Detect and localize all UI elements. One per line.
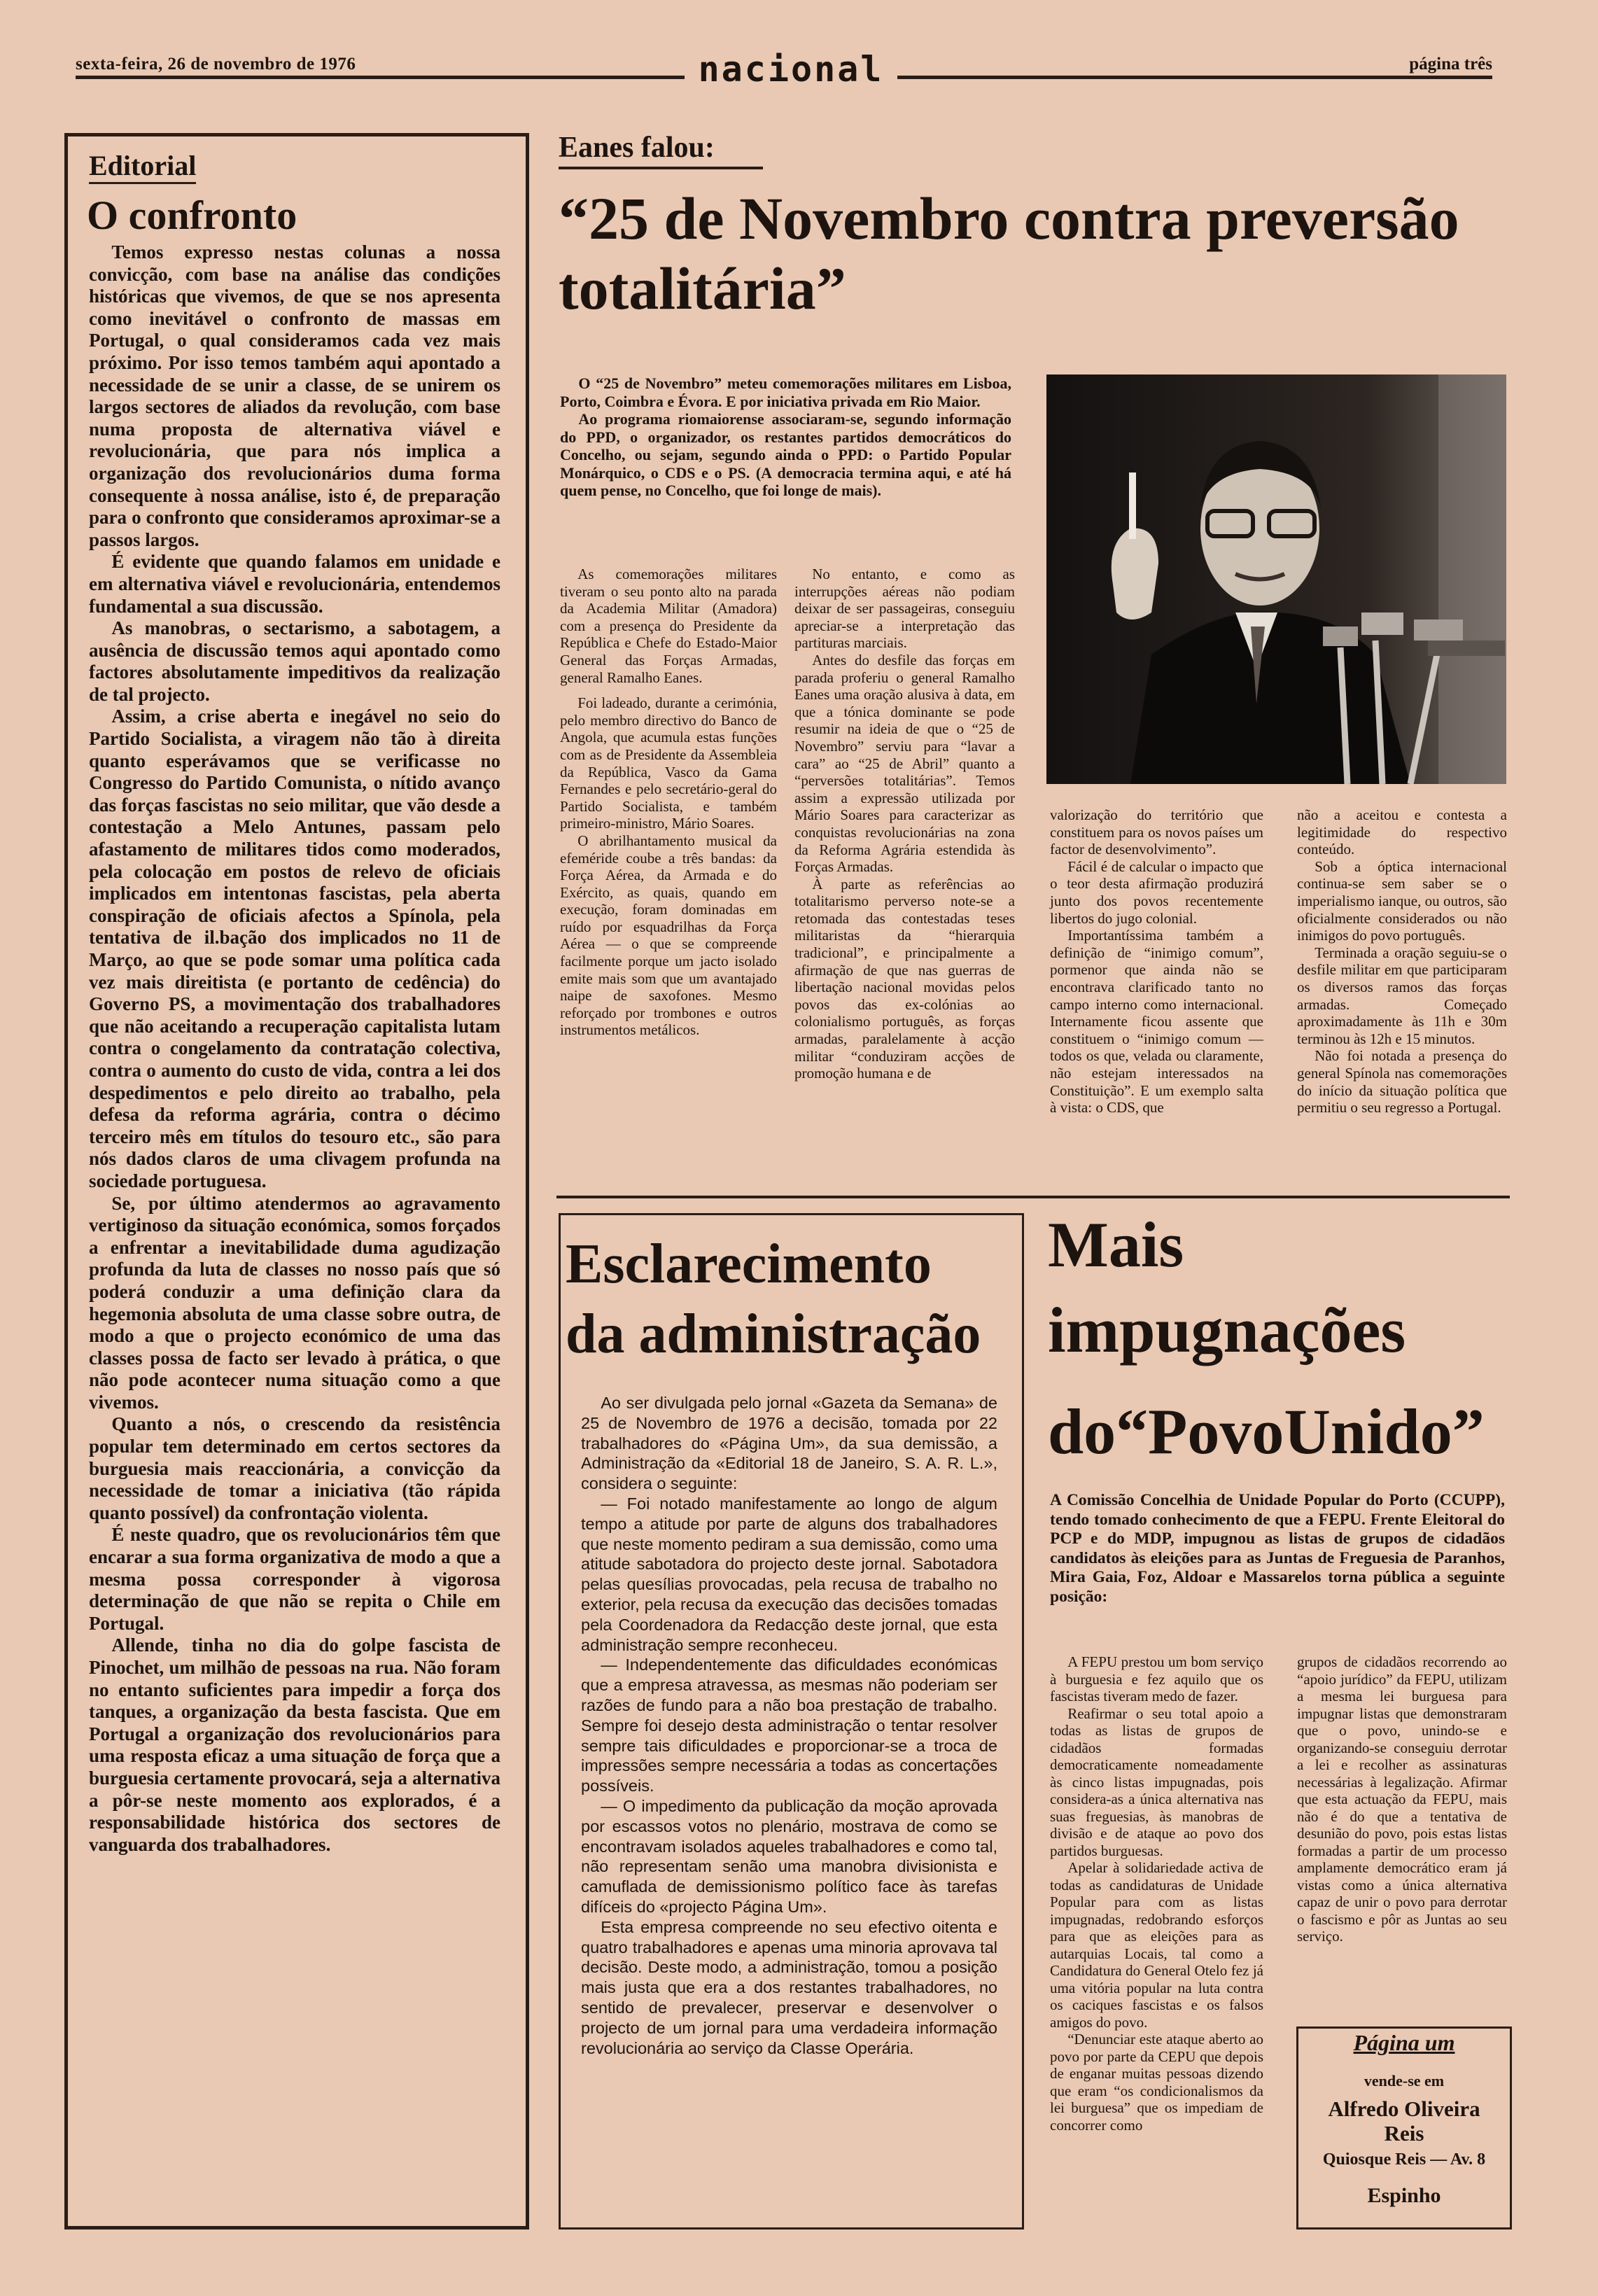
admin-paragraph: Ao ser divulgada pelo jornal «Gazeta da Semana» de 25 de Novembro de 1976 a decisão, tomada por 22 trabalhadores do «Página Um», da sua demissão, a Administração da «Editorial 18 de Janeiro, S. A. R. L.», considera o seguinte: xyxy=(581,1394,997,1493)
editorial-title: O confronto xyxy=(87,192,297,238)
eanes-paragraph: No entanto, e como as interrupções aéreas não podiam deixar de ser passageiras, conseguiu apreciar-se a interpretação das partituras marciais. xyxy=(794,566,1015,652)
ad-city: Espinho xyxy=(1367,2184,1441,2207)
eanes-paragraph: As comemorações militares tiveram o seu ponto alto na parada da Academia Militar (Amadora) com a presença do Presidente da República e Chefe do Estado-Maior General das Forças Armadas, general Ramalho Eanes. xyxy=(560,566,777,686)
editorial-label: Editorial xyxy=(89,150,196,184)
admin-paragraph: Esta empresa compreende no seu efectivo oitenta e quatro trabalhadores e apenas uma minoria aprovava tal decisão. Deste modo, a administração, tomou a posição mais justa que era a dos restantes trabalhadores, no sentido de prevalecer, preservar e desenvolver o projecto de um jornal para uma verdadeira informação revolucionária ao serviço da Classe Operária. xyxy=(581,1917,997,2057)
povo-paragraph: Apelar à solidariedade activa de todas as candidaturas de Unidade Popular para com as listas impugnadas, redobrando esforços para que as eleições para as autarquias Locais, tal como a Candidatura do General Otelo fez já uma vitória popular na luta contra os caciques fascistas e os falsos amigos do povo. xyxy=(1050,1859,1263,2031)
editorial-body xyxy=(89,241,500,1856)
editorial-paragraph: Quanto a nós, o crescendo da resistência popular tem determinado em certos sectores da burguesia mais reaccionária, a convicção da necessidade de tomar a iniciativa (tão rápida quanto possível) da confrontação violenta. xyxy=(89,1413,500,1523)
eanes-paragraph: Foi ladeado, durante a cerimónia, pelo membro directivo do Banco de Angola, que acumula estas funções com as de Presidente da Assembleia da República, Vasco da Gama Fernandes e pelo secretário-geral do Partido Socialista, e também primeiro-ministro, Mário Soares. xyxy=(560,694,777,832)
editorial-paragraph: As manobras, o sectarismo, a sabotagem, a ausência de discussão temos aqui apontado como factores absolutamente impeditivos da realização de tal projecto. xyxy=(89,617,500,705)
section-divider xyxy=(556,1196,1510,1198)
povo-headline-line-1: Mais xyxy=(1048,1209,1184,1280)
eanes-column-1 xyxy=(560,566,777,1039)
photo-illustration xyxy=(1046,374,1506,784)
povo-lead: A Comissão Concelhia de Unidade Popular do Porto (CCUPP), tendo tomado conhecimento de que a FEPU. Frente Eleitoral do PCP e do MDP, impugnou as listas de grupos de cidadãos candidatos às eleições para as Juntas de Freguesia de Paranhos, Mira Gaia, Foz, Aldoar e Massarelos torna pública a seguinte posição: xyxy=(1050,1491,1505,1606)
povo-column-1 xyxy=(1050,1653,1263,2134)
eanes-paragraph: Terminada a oração seguiu-se o desfile militar em que participaram os diversos ramos das forças armadas. Começado aproximadamente às 11h e 30m terminou às 12h e 15 minutos. xyxy=(1297,944,1507,1047)
eanes-column-2 xyxy=(794,566,1015,1082)
eanes-lead-paragraph: O “25 de Novembro” meteu comemorações militares em Lisboa, Porto, Coimbra e Évora. E por iniciativa privada em Rio Maior. xyxy=(560,374,1011,410)
eanes-paragraph: Importantíssima também a definição de “inimigo comum”, pormenor que ainda não se encontrava clarificado tanto no campo interno como internacional. Internamente ficou assente que constituem o “inimigo comum — todos os que, velada ou claramente, não estejam interessados na Constituição”. E um exemplo salta à vista: o CDS, que xyxy=(1050,927,1263,1116)
eanes-lead-paragraph: Ao programa riomaiorense associaram-se, segundo informação do PPD, o organizador, os restantes partidos democráticos do Concelho, ou sejam, segundo ainda o PPD: o Partido Popular Monárquico, o CDS e o PS. (A democracia termina aqui, e até há quem pense, no Concelho, que foi longe de mais). xyxy=(560,410,1011,499)
ad-vendor-name-1: Alfredo Oliveira xyxy=(1328,2096,1480,2121)
masthead-rule-left xyxy=(76,76,685,79)
eanes-paragraph: Antes do desfile das forças em parada proferiu o general Ramalho Eanes uma oração alusiva à data, em que a tónica dominante se pode resumir na ideia de que o “25 de Novembro” serviu para “lavar a cara” ao “25 de Abril” quanto a “perversões totalitárias”. Temos assim a expressão utilizada por Mário Soares para caracterizar as conquistas revolucionárias na zona da Reforma Agrária estendida às Forças Armadas. xyxy=(794,651,1015,876)
eanes-paragraph: valorização do território que constituem para os novos países um factor de desenvolvimento”. xyxy=(1050,806,1263,858)
ad-vendor-name-2: Reis xyxy=(1384,2121,1424,2146)
ad-address: Quiosque Reis — Av. 8 xyxy=(1322,2150,1486,2169)
eanes-paragraph: não a aceitou e contesta a legitimidade do respectivo conteúdo. xyxy=(1297,806,1507,858)
editorial-paragraph: Se, por último atendermos ao agravamento vertiginoso da situação económica, somos forçados a enfrentar a inevitabilidade duma agudização profunda da luta de classes no nosso país que só poderá conduzir a uma definição clara da hegemonia absoluta de uma classe sobre outra, de modo a que o projecto económico de uma das classes possa de facto ser levado à prática, o que não pode acontecer numa situação como a que vivemos. xyxy=(89,1192,500,1413)
ad-sold-at: vende-se em xyxy=(1364,2072,1445,2090)
section-title: nacional xyxy=(698,49,884,90)
eanes-paragraph: Não foi notada a presença do general Spínola nas comemorações do início da situação política que permitiu o seu regresso a Portugal. xyxy=(1297,1047,1507,1116)
eanes-paragraph: Sob a óptica internacional continua-se sem saber se o imperialismo ianque, ou outros, são oficialmente considerados ou não inimigos do povo português. xyxy=(1297,858,1507,944)
povo-paragraph: “Denunciar este ataque aberto ao povo por parte da CEPU que depois de enganar muitas pessoas dizendo que eram “os condicionalismos da lei burguesa” que os impediam de concorrer como xyxy=(1050,2031,1263,2134)
eanes-headline: “25 de Novembro contra preversão totalitária” xyxy=(559,185,1459,322)
admin-paragraph: — O impedimento da publicação da moção aprovada por escassos votos no plenário, mostrava de como se encontravam isolados aqueles trabalhadores e como tal, não representam senão uma manobra divisionista e camuflada de demissionismo político face às tarefas difíceis do «projecto Página Um». xyxy=(581,1796,997,1916)
povo-headline-line-2: impugnações xyxy=(1048,1294,1406,1366)
masthead-date: sexta-feira, 26 de novembro de 1976 xyxy=(76,55,356,74)
eanes-paragraph: Fácil é de calcular o impacto que o teor desta afirmação produzirá junto dos povos recentemente libertos do jugo colonial. xyxy=(1050,858,1263,927)
eanes-column-3 xyxy=(1050,806,1263,1116)
eanes-paragraph: À parte as referências ao totalitarismo perverso note-se a retomada das contestadas teses militaristas da “hierarquia tradicional”, e principalmente a afirmação de que nas guerras de libertação nacional movidas pelos povos das ex-colónias ao colonialismo português, as forças armadas, paralelamente à acção militar “conduziram acções de promoção humana e de xyxy=(794,875,1015,1082)
ad-brand: Página um xyxy=(1353,2030,1455,2055)
masthead-rule-right xyxy=(897,76,1492,79)
eanes-column-4 xyxy=(1297,806,1507,1116)
eanes-kicker: Eanes falou: xyxy=(559,132,715,164)
admin-body xyxy=(581,1393,997,2058)
admin-headline-line-1: Esclarecimento xyxy=(566,1233,932,1295)
admin-paragraph: — Foi notado manifestamente ao longo de algum tempo a atitude por parte de alguns dos trabalhadores que neste momento pediram a sua demissão, como uma atitude sabotadora do projecto deste jornal. Sabotadora pelas quesílias provocadas, pela recusa de trabalho no exterior, pela recusa da execução das decisões tomadas pela Coordenadora da Redacção deste jornal, que esta administração sempre reconheceu. xyxy=(581,1494,997,1654)
eanes-lead xyxy=(560,374,1011,500)
eanes-kicker-rule xyxy=(559,167,763,169)
povo-column-2 xyxy=(1297,1653,1507,1945)
editorial-paragraph: Allende, tinha no dia do golpe fascista de Pinochet, um milhão de pessoas na rua. Não foram no entanto suficientes para impedir a força dos tanques, a organização da besta fascista. Que em Portugal a organização dos revolucionários para uma resposta eficaz a uma situação de força que a burguesia certamente provocará, seja a alternativa a pôr-se neste momento aos explorados, é a responsabilidade histórica dos sectores de vanguarda dos trabalhadores. xyxy=(89,1634,500,1855)
povo-paragraph: A FEPU prestou um bom serviço à burguesia e fez aquilo que os fascistas tiveram medo de fazer. xyxy=(1050,1653,1263,1704)
povo-paragraph: grupos de cidadãos recorrendo ao “apoio jurídico” da FEPU, utilizam a mesma lei burguesa para impugnar listas que demonstraram que o povo, unindo-se e organizando-se conseguiu derrotar a lei e recolher as assinaturas necessárias à legalização. Afirmar que esta actuação da FEPU, mais não é do que a tentativa de desunião do povo, pois estas listas formadas a partir de um processo amplamente democrático eram já vistas como a única alternativa capaz de unir o povo para derrotar o fascismo e pôr as Juntas ao seu serviço. xyxy=(1297,1653,1507,1945)
editorial-paragraph: Temos expresso nestas colunas a nossa convicção, com base na análise das condições históricas que vivemos, de que se nos apresenta como inevitável o confronto de massas em Portugal, o qual consideramos cada vez mais próximo. Por isso temos também aqui apontado a necessidade de se unir a classe, de se unirem os largos sectores de aliados da revolução, com base numa proposta de alternativa viável e revolucionária, que para nós implica a organização dos revolucionários duma forma consequente à nossa análise, isto é, de preparação para o confronto que consideramos aproximar-se a passos largos. xyxy=(89,241,500,550)
eanes-paragraph: O abrilhantamento musical da efeméride coube a três bandas: da Força Aérea, da Armada e do Exército, as quais, quando em execução, foram dominadas em ruído por esquadrilhas da Força Aérea — o que se compreende facilmente porque um jacto isolado emite mais som que um avantajado naipe de saxofones. Mesmo reforçado por trombones e outros instrumentos metálicos. xyxy=(560,832,777,1039)
povo-paragraph: Reafirmar o seu total apoio a todas as listas de grupos de cidadãos formadas democraticamente nomeadamente às cinco listas impugnadas, pois considera-as a única alternativa nas suas freguesias, às manobras de divisão e de ataque ao povo dos partidos burguesas. xyxy=(1050,1704,1263,1859)
admin-paragraph: — Independentemente das dificuldades económicas que a empresa atravessa, as mesmas não poderiam ser razões de fundo para a não boa prestação de trabalho. Sempre foi desejo desta administração o tentar resolver sempre tais dificuldades e proporcionar-se a troca de impressões sempre necessária a todas as concertações possíveis. xyxy=(581,1656,997,1795)
page-number: página três xyxy=(1409,55,1492,74)
editorial-paragraph: É evidente que quando falamos em unidade e em alternativa viável e revolucionária, entendemos fundamental a sua discussão. xyxy=(89,551,500,617)
editorial-paragraph: Assim, a crise aberta e inegável no seio do Partido Socialista, a viragem não tão à direita quanto esperávamos que se verificasse no Congresso do Partido Comunista, o nítido avanço das forças fascistas no seio militar, que vão desde a contestação a Melo Antunes, passam pelo afastamento de militares tidos como moderados, pela colocação em postos de relevo de oficiais implicados em intentonas fascistas, pela aberta conspiração de oficiais afectos a Spínola, pela tentativa de il.bação dos implicados no 11 de Março, ao que se pode somar uma política cada vez mais direitista (e portanto de cedência) do Governo PS, a movimentação dos trabalhadores que não aceitando a recuperação capitalista lutam contra o congelamento da contratação colectiva, contra o aumento do custo de vida, contra a lei dos despedimentos e pelo direito ao trabalho, pela defesa da reforma agrária, contra o décimo terceiro mês em títulos do tesouro etc., são para nós dados claros de uma clivagem profunda na sociedade portuguesa. xyxy=(89,706,500,1191)
admin-headline-line-2: da administração xyxy=(566,1303,981,1365)
editorial-paragraph: É neste quadro, que os revolucionários têm que encarar a sua forma organizativa de modo a que a mesma possa corresponder à vigorosa determinação de que não se repita o Chile em Portugal. xyxy=(89,1524,500,1634)
povo-headline-line-3: do“PovoUnido” xyxy=(1048,1396,1485,1467)
eanes-speech-photo xyxy=(1046,374,1506,784)
